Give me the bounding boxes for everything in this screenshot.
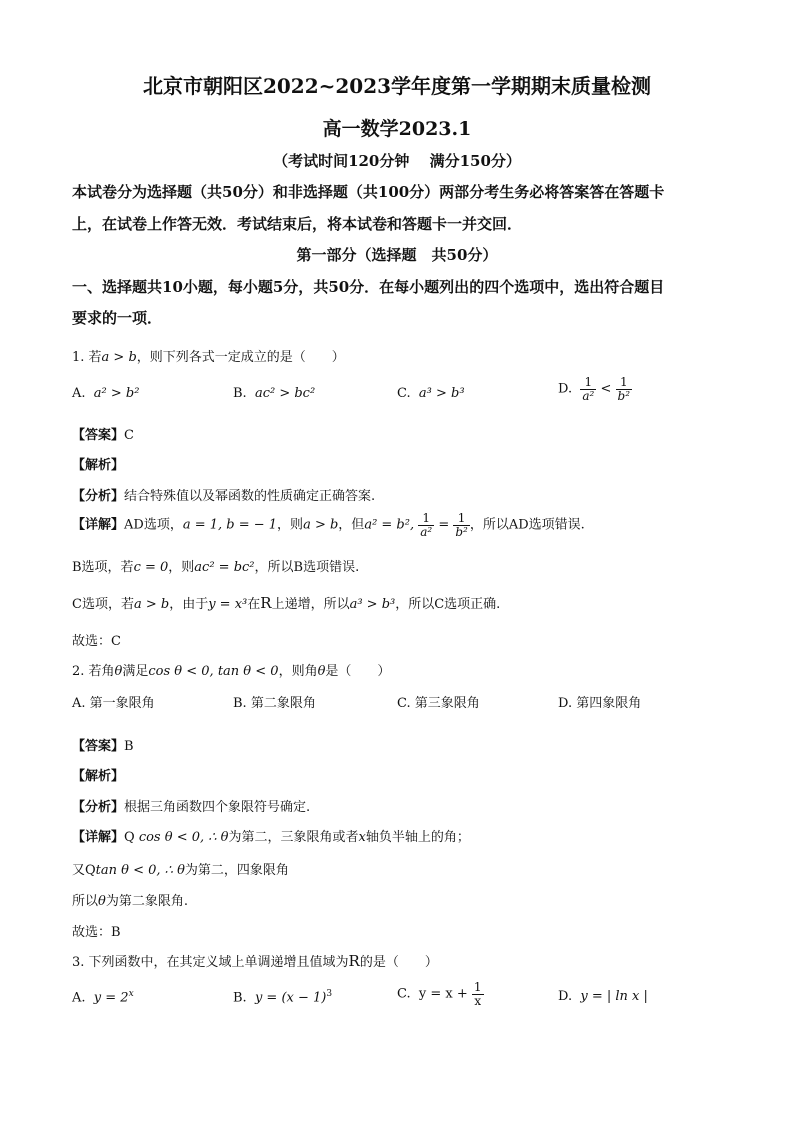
q2-option-d: D. 第四象限角	[558, 696, 642, 711]
q1-option-d-lt: <	[600, 381, 612, 397]
exam-title: 北京市朝阳区2022~2023学年度第一学期期末质量检测	[142, 74, 652, 98]
exam-info: （考试时间120分钟 满分150分）	[273, 152, 521, 170]
q1-fenxi-label: 【分析】	[72, 489, 125, 504]
q1-option-b-label: B.	[233, 386, 247, 401]
q1-option-d-label: D.	[558, 381, 573, 397]
q2-analysis-label: 【解析】	[72, 769, 125, 784]
q1-stem	[72, 346, 345, 365]
q2-stem: 2. 若角θ满足cos θ < 0, tan θ < 0，则角θ是（ ）	[72, 664, 391, 679]
q3-option-b: B. $y = (x - 1)^3$	[233, 989, 333, 1006]
q1-option-c	[397, 386, 465, 401]
q2-detail-line-3: 所以θ为第二象限角.	[72, 894, 188, 909]
q3-option-c: C. y = x + $\frac{1}{x}$	[397, 980, 482, 1008]
q2-detail-line-2: 又Qtan θ < 0, ∴ θ为第二，四象限角	[72, 863, 289, 878]
q1-stem-condition: a > b	[101, 350, 137, 365]
q1-answer-label: 【答案】	[72, 428, 125, 443]
part-title: 第一部分（选择题 共50分）	[296, 246, 498, 264]
q1-answer	[72, 424, 134, 443]
q1-option-c-label: C.	[397, 386, 411, 401]
q1-answer-value: C	[124, 428, 134, 443]
q1-option-b	[233, 386, 315, 401]
q1-fenxi	[72, 485, 375, 504]
q2-option-b: B. 第二象限角	[233, 696, 316, 711]
q2-option-c: C. 第三象限角	[397, 696, 480, 711]
q2-answer: 【答案】B	[72, 739, 134, 754]
q1-detail-frac-2: $\frac{1}{\text{b²}}$	[455, 511, 468, 539]
q1-analysis-label: 【解析】	[72, 458, 125, 473]
q1-detail-line-3: C选项，若a > b，由于y = x³在R上递增，所以a³ > b³，所以C选项正确.	[72, 594, 501, 612]
q1-option-c-expr: a³ > b³	[418, 386, 465, 401]
q1-option-a-label: A.	[72, 386, 86, 401]
q3-stem: 3. 下列函数中，在其定义域上单调递增且值域为R的是（ ）	[72, 952, 438, 970]
instructions-line-1: 本试卷分为选择题（共50分）和非选择题（共100分）两部分考生务必将答案答在答题卡	[72, 183, 665, 201]
section-heading-line-1: 一、选择题共10小题，每小题5分，共50分．在每小题列出的四个选项中，选出符合题目	[72, 278, 665, 296]
q1-detail-frac-1: $\frac{1}{\text{a²}}$	[420, 511, 433, 539]
exam-subtitle: 高一数学2023.1	[322, 118, 472, 140]
q2-detail-line-1: 【详解】Q cos θ < 0, ∴ θ为第二，三象限角或者x轴负半轴上的角；	[72, 830, 470, 845]
q2-choose: 故选：B	[72, 925, 121, 940]
q1-stem-prefix: 1. 若	[72, 350, 102, 365]
q3-option-c-frac: $\frac{1}{x}$	[473, 980, 482, 1008]
q1-detail-line-2: B选项，若c = 0，则ac² = bc²，所以B选项错误.	[72, 560, 360, 575]
instructions-line-2: 上，在试卷上作答无效．考试结束后，将本试卷和答题卡一并交回．	[72, 215, 523, 233]
q2-fenxi: 【分析】根据三角函数四个象限符号确定.	[72, 800, 311, 815]
q1-option-a-expr: a² > b²	[93, 386, 140, 401]
q1-fenxi-text: 结合特殊值以及幂函数的性质确定正确答案.	[124, 489, 376, 504]
q1-choose: 故选：C	[72, 634, 121, 649]
q1-option-d-frac-1: $\frac{1}{\text{a²}}$	[582, 375, 595, 403]
section-heading-line-2: 要求的一项．	[72, 309, 163, 327]
q3-option-a: A. $y = 2^x$	[72, 989, 134, 1006]
q1-detail-label: 【详解】	[72, 517, 125, 533]
q1-option-d-frac-2: $\frac{1}{\text{b²}}$	[617, 375, 631, 403]
q1-option-b-expr: ac² > bc²	[254, 386, 316, 401]
q1-stem-suffix: ，则下列各式一定成立的是（ ）	[136, 350, 345, 365]
q1-option-d	[558, 376, 632, 402]
q1-option-a	[72, 386, 139, 401]
q1-detail-line-1: 【详解】AD选项，a = 1, b = − 1，则a > b，但a² = b², $\frac{1}{\text{a²}}$ = $\frac{1}{\text{b²}}$ ，所以AD选项错误.	[72, 511, 585, 539]
q3-option-d: D. y = | ln x |	[558, 989, 648, 1004]
q2-option-a: A. 第一象限角	[72, 696, 155, 711]
